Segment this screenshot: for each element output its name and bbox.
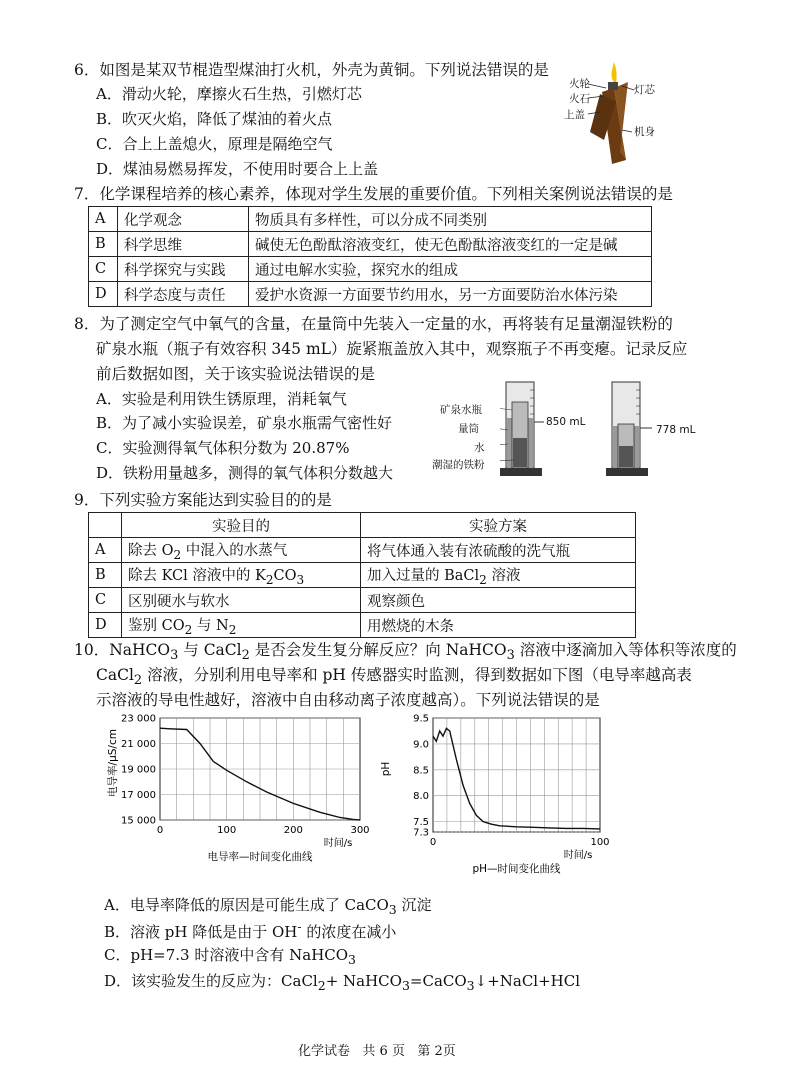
y-tick-label: 15 000: [121, 815, 156, 827]
x-tick-label: 0: [156, 825, 164, 836]
reading-after: 778 mL: [656, 424, 696, 436]
y-tick-label: 23 000: [121, 713, 156, 725]
table-row: C 区别硬水与软水 观察颜色: [89, 588, 636, 613]
y-axis-label: 电导率/μS/cm: [107, 729, 119, 797]
q6-option-d: D．煤油易燃易挥发，不使用时要合上上盖: [96, 160, 379, 178]
q6-option-c: C．合上上盖熄火，原理是隔绝空气: [96, 135, 333, 153]
y-tick-label: 8.5: [413, 765, 429, 777]
y-tick-label: 9.5: [413, 713, 429, 725]
x-tick-label: 300: [350, 825, 370, 836]
lighter-label-wick: 灯芯: [634, 84, 655, 96]
cylinder-label-water: 水: [474, 442, 485, 454]
reading-before: 850 mL: [546, 416, 586, 428]
q8-stem-1: 8．为了测定空气中氧气的含量，在量筒中先装入一定量的水，再将装有足量潮湿铁粉的: [74, 315, 673, 333]
lighter-label-flint: 火石: [569, 93, 590, 105]
q10-stem-2: CaCl$_2$ 溶液，分别利用电导率和 pH 传感器实时监测，得到数据如下图（电导率越高表: [96, 666, 692, 689]
chart-title: 电导率—时间变化曲线: [207, 851, 313, 863]
q6-option-a: A．滑动火轮，摩擦火石生热，引燃灯芯: [96, 85, 362, 103]
y-tick-label: 21 000: [121, 739, 156, 750]
table-row: 实验目的 实验方案: [89, 513, 636, 538]
chart-title: pH—时间变化曲线: [472, 863, 561, 875]
q10-option-b: B．溶液 pH 降低是由于 OH- 的浓度在减小: [104, 919, 397, 941]
cylinder-label-iron: 潮湿的铁粉: [432, 459, 485, 471]
table-row: B 除去 KCl 溶液中的 $K_2CO_3$ 加入过量的 BaCl$_2$ 溶液: [89, 563, 636, 588]
q8-stem-3: 前后数据如图，关于该实验说法错误的是: [96, 365, 376, 383]
table-row: C 科学探究与实践 通过电解水实验，探究水的组成: [89, 257, 652, 282]
table-row: D 鉴别 $CO_2$ 与 $N_2$ 用燃烧的木条: [89, 613, 636, 638]
y-tick-label: 17 000: [121, 790, 156, 801]
footer: 化学试卷 共 6 页 第 2页: [298, 1044, 456, 1059]
q7-table: [88, 206, 652, 307]
cylinder-label-bottle: 矿泉水瓶: [440, 404, 482, 416]
lighter-label-cap: 上盖: [564, 109, 585, 121]
x-tick-label: 200: [283, 825, 303, 836]
table-row: A 化学观念 物质具有多样性，可以分成不同类别: [89, 207, 652, 232]
x-tick-label: 100: [217, 825, 237, 836]
x-axis-label: 时间/s: [323, 838, 353, 849]
q8-option-d: D．铁粉用量越多，测得的氧气体积分数越大: [96, 464, 394, 482]
table-row: B 科学思维 碱使无色酚酞溶液变红，使无色酚酞溶液变红的一定是碱: [89, 232, 652, 257]
y-tick-label: 7.3: [413, 827, 429, 839]
y-axis-label: pH: [380, 761, 392, 777]
q9-table: [88, 512, 636, 638]
q10-stem-3: 示溶液的导电性越好，溶液中自由移动离子浓度越高）。下列说法错误的是: [96, 691, 600, 709]
q10-option-a: A．电导率降低的原因是可能生成了 CaCO$_3$ 沉淀: [104, 896, 432, 917]
x-tick-label: 100: [590, 837, 610, 848]
q8-option-a: A．实验是利用铁生锈原理，消耗氧气: [96, 390, 347, 408]
ph-chart: [380, 714, 610, 876]
q6-stem: 6．如图是某双节棍造型煤油打火机，外壳为黄铜。下列说法错误的是: [74, 61, 549, 79]
cylinder-label-cylinder: 量筒: [458, 423, 479, 435]
table-row: D 科学态度与责任 爱护水资源一方面要节约用水，另一方面要防治水体污染: [89, 282, 652, 307]
q10-option-c: C．pH=7.3 时溶液中含有 NaHCO$_3$: [104, 946, 356, 967]
y-tick-label: 7.5: [413, 817, 429, 829]
x-axis-label: 时间/s: [563, 850, 593, 861]
q10-stem-1: 10．NaHCO$_3$ 与 CaCl$_2$ 是否会发生复分解反应？向 NaHCO$_3$ 溶液中逐滴加入等体积等浓度的: [74, 641, 737, 664]
conductivity-chart: [106, 714, 370, 864]
q8-option-b: B．为了减小实验误差，矿泉水瓶需气密性好: [96, 414, 393, 432]
y-tick-label: 9.0: [413, 739, 429, 751]
q6-option-b: B．吹灭火焰，降低了煤油的着火点: [96, 110, 333, 128]
x-tick-label: 0: [429, 837, 437, 848]
lighter-label-wheel: 火轮: [569, 78, 590, 90]
q10-option-d: D．该实验发生的反应为：CaCl$_2$+ NaHCO$_3$=CaCO$_3$↓+NaCl+HCl: [104, 972, 581, 993]
lighter-label-body: 机身: [634, 126, 655, 138]
q9-stem: 9．下列实验方案能达到实验目的的是: [74, 491, 332, 509]
y-tick-label: 8.0: [413, 791, 429, 803]
q8-option-c: C．实验测得氧气体积分数为 20.87%: [96, 439, 350, 457]
q7-stem: 7．化学课程培养的核心素养，体现对学生发展的重要价值。下列相关案例说法错误的是: [74, 185, 673, 203]
q10-charts: [100, 708, 620, 890]
y-tick-label: 19 000: [121, 764, 156, 776]
q8-stem-2: 矿泉水瓶（瓶子有效容积 345 mL）旋紧瓶盖放入其中，观察瓶子不再变瘪。记录反应: [96, 340, 688, 358]
table-row: A 除去 $O_2$ 中混入的水蒸气 将气体通入装有浓硫酸的洗气瓶: [89, 538, 636, 563]
